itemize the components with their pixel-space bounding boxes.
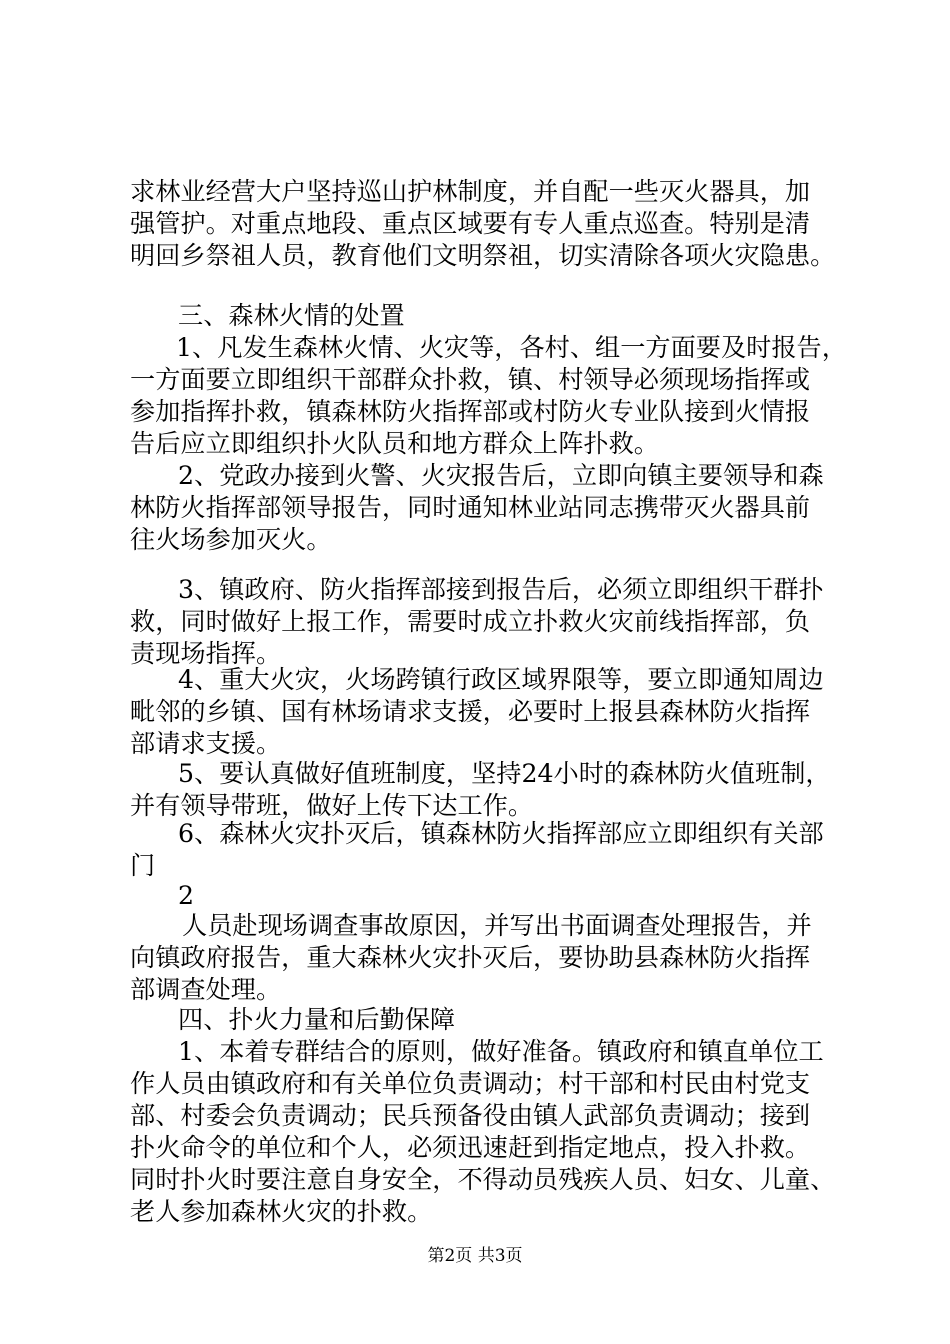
text-line: 6、森林火灾扑灭后，镇森林防火指挥部应立即组织有关部 xyxy=(178,819,824,848)
text-line: 毗邻的乡镇、国有林场请求支援，必要时上报县森林防火指挥 xyxy=(130,697,811,726)
text-line: 往火场参加灭火。 xyxy=(130,525,332,554)
text-line: 老人参加森林火灾的扑救。 xyxy=(130,1197,433,1226)
text-line: 门 xyxy=(130,851,156,880)
text-line: 扑火命令的单位和个人，必须迅速赶到指定地点，投入扑救。 xyxy=(130,1133,811,1162)
section-heading: 四、扑火力量和后勤保障 xyxy=(178,1005,456,1034)
text-line: 强管护。对重点地段、重点区域要有专人重点巡查。特别是清 xyxy=(130,209,811,238)
text-line: 一方面要立即组织干部群众扑救，镇、村领导必须现场指挥或 xyxy=(130,365,811,394)
text-line: 1、凡发生森林火情、火灾等，各村、组一方面要及时报告， xyxy=(176,333,847,362)
text-line: 4、重大火灾，火场跨镇行政区域界限等，要立即通知周边 xyxy=(178,665,824,694)
text-line: 求林业经营大户坚持巡山护林制度，并自配一些灭火器具，加 xyxy=(130,177,811,206)
text-line: 明回乡祭祖人员，教育他们文明祭祖，切实清除各项火灾隐患。 xyxy=(130,241,836,270)
text-line: 2、党政办接到火警、火灾报告后，立即向镇主要领导和森 xyxy=(178,461,824,490)
text-line: 3、镇政府、防火指挥部接到报告后，必须立即组织干群扑 xyxy=(178,575,824,604)
text-line: 5、要认真做好值班制度，坚持24小时的森林防火值班制， xyxy=(178,759,831,788)
text-line: 1、本着专群结合的原则，做好准备。镇政府和镇直单位工 xyxy=(178,1037,824,1066)
text-line: 人员赴现场调查事故原因，并写出书面调查处理报告，并 xyxy=(182,911,812,940)
page-number-inline: 2 xyxy=(178,881,195,910)
page-footer: 第2页 共3页 xyxy=(427,1246,523,1266)
text-line: 部请求支援。 xyxy=(130,729,282,758)
text-line: 部、村委会负责调动；民兵预备役由镇人武部负责调动；接到 xyxy=(130,1101,811,1130)
text-line: 并有领导带班，做好上传下达工作。 xyxy=(130,791,533,820)
text-line: 告后应立即组织扑火队员和地方群众上阵扑救。 xyxy=(130,429,659,458)
text-line: 向镇政府报告，重大森林火灾扑灭后，要协助县森林防火指挥 xyxy=(130,943,811,972)
text-line: 参加指挥扑救，镇森林防火指挥部或村防火专业队接到火情报 xyxy=(130,397,811,426)
text-line: 部调查处理。 xyxy=(130,975,282,1004)
text-line: 林防火指挥部领导报告，同时通知林业站同志携带灭火器具前 xyxy=(130,493,811,522)
text-line: 救，同时做好上报工作，需要时成立扑救火灾前线指挥部，负 xyxy=(130,607,811,636)
text-line: 同时扑火时要注意自身安全，不得动员残疾人员、妇女、儿童、 xyxy=(130,1165,836,1194)
text-line: 责现场指挥。 xyxy=(130,639,282,668)
text-line: 作人员由镇政府和有关单位负责调动；村干部和村民由村党支 xyxy=(130,1069,811,1098)
section-heading: 三、森林火情的处置 xyxy=(178,301,405,330)
